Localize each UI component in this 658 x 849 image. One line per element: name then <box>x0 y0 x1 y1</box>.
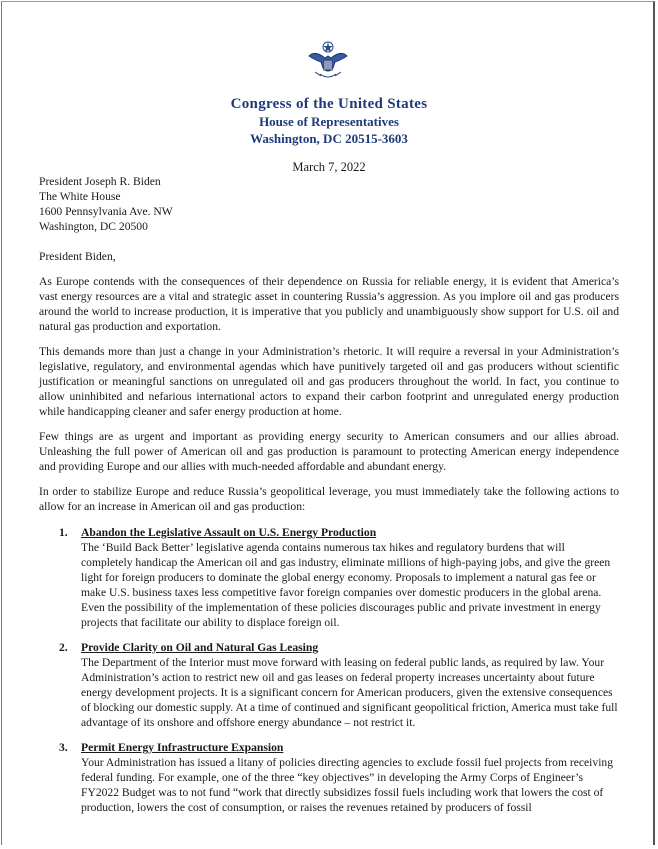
action-title: Abandon the Legislative Assault on U.S. Energy Production <box>81 526 377 539</box>
action-text: The Department of the Interior must move forward with leasing on federal public lands, as required by law. Your Administration’s action to restrict new oil and gas leases on federal property increases uncertainty about future energy development projects. It is a significant concern for American producers, given the extensive consequences of blocking our domestic supply. At a time of continued and significant geopolitical friction, America must take full advantage of its onshore and offshore energy abundance – not restrict it. <box>81 656 618 729</box>
recipient-line: The White House <box>39 190 121 203</box>
action-title: Permit Energy Infrastructure Expansion <box>81 741 284 754</box>
recipient-line: 1600 Pennsylvania Ave. NW <box>39 205 173 218</box>
action-title: Provide Clarity on Oil and Natural Gas Leasing <box>81 641 319 654</box>
paragraph: As Europe contends with the consequences of their dependence on Russia for reliable energy, it is evident that America’s vast energy resources are a vital and strategic asset in countering Russia’s aggression. As you implore oil and gas producers around the world to increase production, it is imperative that you publicly and unambiguously show support for U.S. oil and natural gas production and exportation. <box>39 275 619 333</box>
action-number: 1. <box>59 526 68 539</box>
salutation: President Biden, <box>39 250 116 263</box>
letter-body <box>39 174 619 825</box>
letterhead-congress: Congress of the United States <box>230 96 428 112</box>
paragraph: Few things are as urgent and important as providing energy security to American consumers and our allies abroad. Unleashing the full power of American oil and gas production is paramount to protecting American energy independence and providing Europe and our allies with much-needed affordable and abundant energy. <box>39 430 619 473</box>
action-item <box>59 525 619 630</box>
action-text: The ‘Build Back Better’ legislative agenda contains numerous tax hikes and regulatory burdens that will completely handicap the American oil and gas industry, eliminate millions of high-paying jobs, and give the green light for foreign producers to dominate the global energy economy. Proposals to implement a natural gas fee or make U.S. business taxes less competitive favor foreign companies over domestic producers in the global arena. Even the possibility of the implementation of these policies discourages public and private investment in energy projects that facilitate our ability to displace foreign oil. <box>81 541 611 629</box>
action-text: Your Administration has issued a litany of policies directing agencies to exclude fossil fuel projects from receiving federal funding. For example, one of the three “key objectives” in developing the Army Corps of Engineer’s FY2022 Budget was to not fund “work that directly subsidizes fossil fuels including work that lowers the cost of production, lowers the cost of consumption, or raises the revenues retained by producers of fossil <box>81 756 614 814</box>
letter-date: March 7, 2022 <box>292 160 366 174</box>
letterhead-house: House of Representatives <box>259 114 399 129</box>
letter-page <box>1 1 655 845</box>
paragraph: In order to stabilize Europe and reduce Russia’s geopolitical leverage, you must immediately take the following actions to allow for an increase in American oil and gas production: <box>39 485 619 513</box>
paragraph: This demands more than just a change in your Administration’s rhetoric. It will require a reversal in your Administration’s legislative, regulatory, and environmental agendas which have punitively targeted oil and gas producers without scientific justification or meaningful sanctions on unregulated oil and gas producers throughout the world. In fact, you continue to allow uninhibited and nefarious international actors to expand their carbon footprint and unregulated energy production while handicapping cleaner and safer energy production at home. <box>39 345 619 418</box>
recipient-address <box>39 174 619 234</box>
action-number: 2. <box>59 641 68 654</box>
congressional-seal-icon <box>305 38 351 84</box>
action-item <box>59 740 619 815</box>
recipient-line: Washington, DC 20500 <box>39 220 148 233</box>
action-number: 3. <box>59 741 68 754</box>
letterhead-address: Washington, DC 20515-3603 <box>250 131 408 146</box>
recipient-line: President Joseph R. Biden <box>39 175 161 188</box>
action-list <box>39 525 619 815</box>
action-item <box>59 640 619 730</box>
